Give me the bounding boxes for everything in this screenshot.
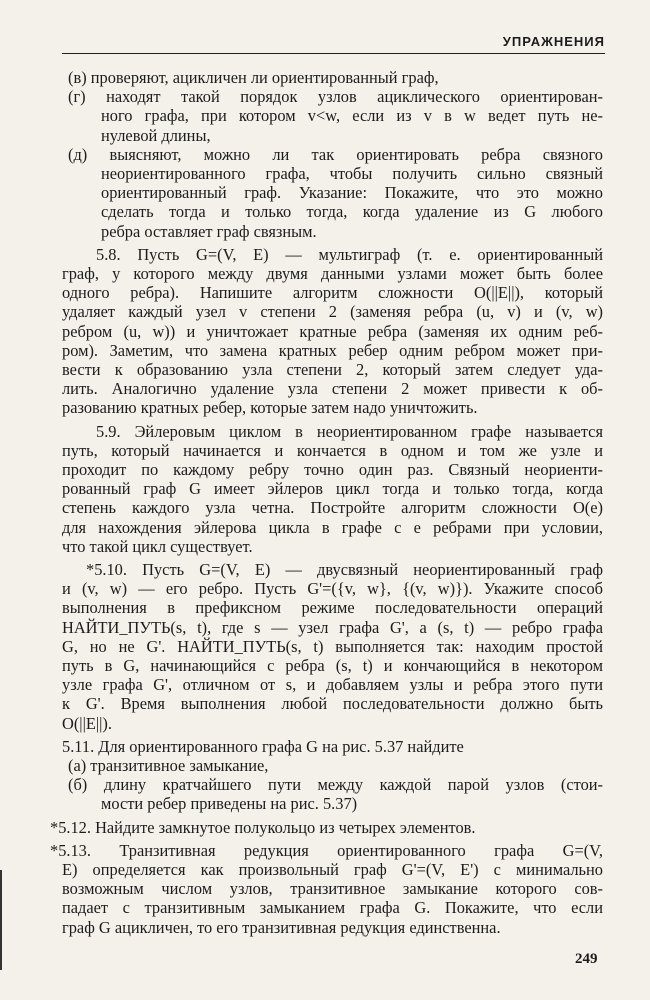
exercise-5-8-line: вести к образованию узла степени 2, который затем следует уда- (62, 360, 603, 379)
exercise-5-10-line: G, но не G'. НАЙТИ_ПУТЬ(s, t) выполняется так: находим простой (62, 636, 603, 656)
scan-edge-mark (0, 870, 2, 970)
exercise-5-10-line: путь в G, начинающийся с ребра (s, t) и кончающийся в некотором (62, 656, 603, 675)
exercise-5-12-line: *5.12. Найдите замкнутое полукольцо из четырех элементов. (50, 817, 476, 837)
item-d-line: неориентированного графа, чтобы получить сильно связный (101, 164, 603, 183)
exercise-5-13-line: падает с транзитивным замыканием графа G. Покажите, что если (62, 898, 603, 918)
exercise-5-10-line: и (v, w) — его ребро. Пусть G'=({v, w}, {(v, w)}). Укажите способ (62, 579, 603, 599)
exercise-5-9-line: путь, который начинается и кончается в одном и том же узле и (62, 440, 603, 460)
item-g-line: (г) находят такой порядок узлов ациклического ориентирован- (68, 87, 603, 107)
exercise-5-10-line: к G'. Время выполнения любой последовательности должно быть (62, 694, 603, 714)
exercise-5-8-line: лить. Аналогично удаление узла степени 2 может привести к об- (62, 379, 603, 399)
exercise-5-13-line: граф G ацикличен, то его транзитивная редукция единственна. (62, 917, 501, 937)
exercise-5-10-line: O(||E||). (62, 713, 112, 733)
header-title: УПРАЖНЕНИЯ (502, 34, 605, 49)
item-d-line: ориентированный граф. Указание: Покажите, что это можно (101, 183, 603, 203)
item-d-line: (д) выясняют, можно ли так ориентировать ребра связного (68, 144, 603, 164)
exercise-5-13-line: E) определяется как произвольный граф G'=(V, E') с минимально (62, 860, 603, 879)
exercise-5-9-line: что такой цикл существует. (62, 536, 253, 556)
item-d-line: ребра оставляет граф связным. (101, 221, 317, 241)
exercise-5-10-line: НАЙТИ_ПУТЬ(s, t), где s — узел графа G', а (s, t) — ребро графа (62, 617, 603, 637)
exercise-5-8-line: ром). Заметим, что замена кратных ребер одним ребром может при- (62, 340, 603, 360)
exercise-5-10-line: узле графа G', отличном от s, и добавляем узлы и ребра этого пути (62, 675, 603, 695)
exercise-5-11-line: (а) транзитивное замыкание, (68, 756, 269, 775)
exercise-5-8-line: удаляет каждый узел v степени 2 (заменяя ребра (u, v) и (v, w) (62, 302, 603, 322)
exercise-5-8-line: одного ребра). Напишите алгоритм сложности O(||E||), который (62, 283, 603, 303)
exercise-5-10-line: *5.10. Пусть G=(V, E) — двусвязный неориентированный граф (86, 560, 603, 579)
exercise-5-11-line: (б) длину кратчайшего пути между каждой парой узлов (стои- (68, 775, 603, 795)
exercise-5-9-line: рованный граф G имеет эйлеров цикл тогда и только тогда, когда (62, 479, 603, 499)
exercise-5-9-line: степень каждого узла четна. Постройте алгоритм сложности O(e) (62, 498, 603, 518)
exercise-5-11-line: мости ребер приведены на рис. 5.37) (101, 794, 358, 814)
exercise-5-9-line: проходит по каждому ребру точно один раз. Связный неориенти- (62, 460, 603, 479)
exercise-5-9-line: 5.9. Эйлеровым циклом в неориентированном графе называется (96, 421, 603, 441)
item-g-line: нулевой длины, (101, 125, 211, 145)
running-header (62, 33, 605, 54)
exercise-5-13-line: возможным числом узлов, транзитивное замыкание которого сов- (62, 879, 603, 899)
exercise-5-8-line: разованию кратных ребер, которые затем надо уничтожить. (62, 398, 478, 418)
item-g-line: ного графа, при котором v<w, если из v в w ведет путь не- (101, 106, 603, 126)
exercise-5-11-line: 5.11. Для ориентированного графа G на рис. 5.37 найдите (62, 736, 464, 756)
exercise-5-13-line: *5.13. Транзитивная редукция ориентированного графа G=(V, (50, 840, 603, 860)
exercise-5-10-line: выполнения в префиксном режиме последовательности операций (62, 598, 603, 618)
item-v-line: (в) проверяют, ацикличен ли ориентированный граф, (68, 68, 439, 87)
exercise-5-8-line: ребром (u, w)) и уничтожает кратные ребра (заменяя их одним реб- (62, 321, 603, 341)
exercise-5-8-line: 5.8. Пусть G=(V, E) — мультиграф (т. е. ориентированный (96, 244, 603, 264)
item-d-line: сделать тогда и только тогда, когда удаление из G любого (101, 202, 603, 222)
exercise-5-9-line: для нахождения эйлерова цикла в графе с e ребрами при условии, (62, 517, 603, 537)
exercise-5-8-line: граф, у которого между двумя данными узлами может быть более (62, 264, 603, 283)
page-number: 249 (575, 950, 598, 967)
